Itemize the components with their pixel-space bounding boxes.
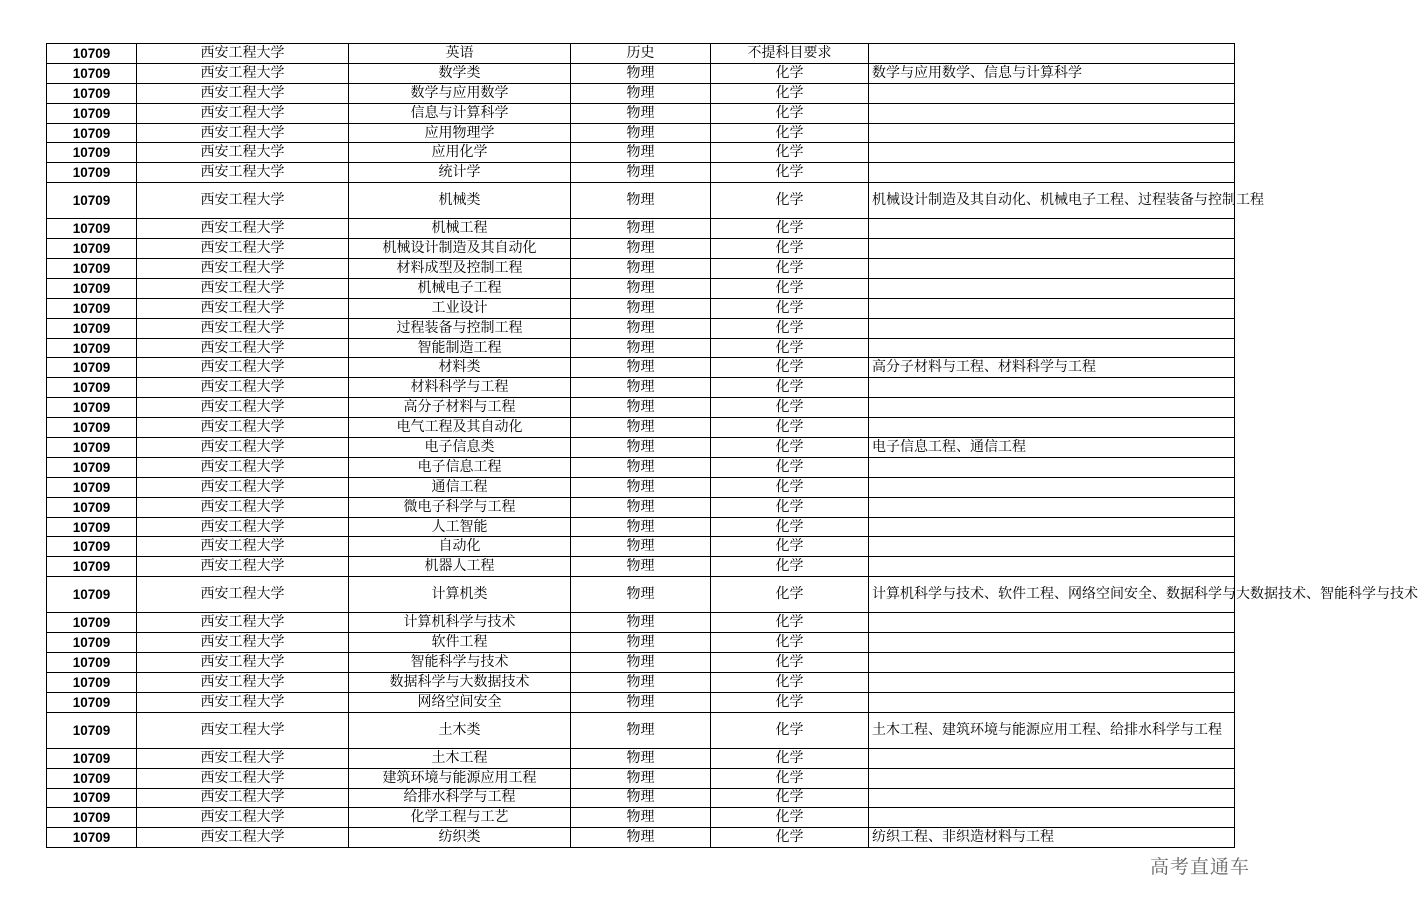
table-row bbox=[47, 808, 1235, 828]
included-majors-cell bbox=[869, 748, 1235, 768]
table-row bbox=[47, 768, 1235, 788]
major-name-cell: 应用化学 bbox=[349, 143, 571, 163]
school-code-cell: 10709 bbox=[47, 517, 137, 537]
included-majors-cell bbox=[869, 672, 1235, 692]
included-majors-cell bbox=[869, 143, 1235, 163]
school-name-cell: 西安工程大学 bbox=[137, 692, 349, 712]
second-subject-cell: 化学 bbox=[711, 557, 869, 577]
school-code-cell: 10709 bbox=[47, 44, 137, 64]
major-name-cell: 工业设计 bbox=[349, 298, 571, 318]
school-name-cell: 西安工程大学 bbox=[137, 477, 349, 497]
major-name-cell: 过程装备与控制工程 bbox=[349, 318, 571, 338]
school-name-cell: 西安工程大学 bbox=[137, 103, 349, 123]
major-name-cell: 软件工程 bbox=[349, 633, 571, 653]
school-name-cell: 西安工程大学 bbox=[137, 318, 349, 338]
table-row bbox=[47, 219, 1235, 239]
second-subject-cell: 化学 bbox=[711, 828, 869, 848]
table-row bbox=[47, 338, 1235, 358]
included-majors-cell: 土木工程、建筑环境与能源应用工程、给排水科学与工程 bbox=[869, 712, 1235, 748]
major-name-cell: 电子信息类 bbox=[349, 438, 571, 458]
school-code-cell: 10709 bbox=[47, 338, 137, 358]
first-subject-cell: 物理 bbox=[571, 103, 711, 123]
school-name-cell: 西安工程大学 bbox=[137, 748, 349, 768]
table-body bbox=[47, 44, 1418, 848]
included-majors-cell bbox=[869, 239, 1235, 259]
major-name-cell: 机械类 bbox=[349, 183, 571, 219]
school-name-cell: 西安工程大学 bbox=[137, 672, 349, 692]
included-majors-cell: 计算机科学与技术、软件工程、网络空间安全、数据科学与大数据技术、智能科学与技术 bbox=[869, 577, 1235, 613]
school-name-cell: 西安工程大学 bbox=[137, 537, 349, 557]
major-name-cell: 纺织类 bbox=[349, 828, 571, 848]
included-majors-cell bbox=[869, 537, 1235, 557]
watermark-text: 高考直通车 bbox=[1149, 856, 1250, 878]
second-subject-cell: 化学 bbox=[711, 259, 869, 279]
school-code-cell: 10709 bbox=[47, 613, 137, 633]
school-name-cell: 西安工程大学 bbox=[137, 123, 349, 143]
second-subject-cell: 化学 bbox=[711, 318, 869, 338]
second-subject-cell: 化学 bbox=[711, 278, 869, 298]
major-name-cell: 微电子科学与工程 bbox=[349, 497, 571, 517]
school-code-cell: 10709 bbox=[47, 259, 137, 279]
major-name-cell: 化学工程与工艺 bbox=[349, 808, 571, 828]
school-name-cell: 西安工程大学 bbox=[137, 44, 349, 64]
first-subject-cell: 物理 bbox=[571, 808, 711, 828]
school-code-cell: 10709 bbox=[47, 828, 137, 848]
school-code-cell: 10709 bbox=[47, 358, 137, 378]
included-majors-cell bbox=[869, 613, 1235, 633]
first-subject-cell: 物理 bbox=[571, 338, 711, 358]
table-row bbox=[47, 44, 1235, 64]
school-code-cell: 10709 bbox=[47, 712, 137, 748]
first-subject-cell: 物理 bbox=[571, 788, 711, 808]
school-name-cell: 西安工程大学 bbox=[137, 788, 349, 808]
first-subject-cell: 物理 bbox=[571, 358, 711, 378]
school-code-cell: 10709 bbox=[47, 577, 137, 613]
major-name-cell: 材料成型及控制工程 bbox=[349, 259, 571, 279]
school-name-cell: 西安工程大学 bbox=[137, 219, 349, 239]
major-name-cell: 数据科学与大数据技术 bbox=[349, 672, 571, 692]
school-code-cell: 10709 bbox=[47, 103, 137, 123]
school-code-cell: 10709 bbox=[47, 318, 137, 338]
included-majors-cell: 数学与应用数学、信息与计算科学 bbox=[869, 63, 1235, 83]
school-name-cell: 西安工程大学 bbox=[137, 768, 349, 788]
second-subject-cell: 化学 bbox=[711, 517, 869, 537]
major-name-cell: 计算机科学与技术 bbox=[349, 613, 571, 633]
table-row bbox=[47, 517, 1235, 537]
first-subject-cell: 物理 bbox=[571, 418, 711, 438]
table-row bbox=[47, 123, 1235, 143]
included-majors-cell bbox=[869, 318, 1235, 338]
table-row bbox=[47, 278, 1235, 298]
school-code-cell: 10709 bbox=[47, 278, 137, 298]
subject-requirements-table bbox=[46, 43, 1418, 848]
first-subject-cell: 物理 bbox=[571, 497, 711, 517]
school-name-cell: 西安工程大学 bbox=[137, 653, 349, 673]
first-subject-cell: 物理 bbox=[571, 457, 711, 477]
major-name-cell: 网络空间安全 bbox=[349, 692, 571, 712]
included-majors-cell bbox=[869, 83, 1235, 103]
included-majors-cell bbox=[869, 557, 1235, 577]
school-code-cell: 10709 bbox=[47, 633, 137, 653]
school-code-cell: 10709 bbox=[47, 298, 137, 318]
school-code-cell: 10709 bbox=[47, 672, 137, 692]
school-code-cell: 10709 bbox=[47, 378, 137, 398]
first-subject-cell: 物理 bbox=[571, 537, 711, 557]
second-subject-cell: 不提科目要求 bbox=[711, 44, 869, 64]
second-subject-cell: 化学 bbox=[711, 633, 869, 653]
major-name-cell: 智能科学与技术 bbox=[349, 653, 571, 673]
first-subject-cell: 物理 bbox=[571, 378, 711, 398]
school-name-cell: 西安工程大学 bbox=[137, 497, 349, 517]
first-subject-cell: 物理 bbox=[571, 557, 711, 577]
second-subject-cell: 化学 bbox=[711, 457, 869, 477]
first-subject-cell: 物理 bbox=[571, 653, 711, 673]
school-name-cell: 西安工程大学 bbox=[137, 163, 349, 183]
table-row bbox=[47, 239, 1235, 259]
second-subject-cell: 化学 bbox=[711, 477, 869, 497]
major-name-cell: 数学类 bbox=[349, 63, 571, 83]
second-subject-cell: 化学 bbox=[711, 577, 869, 613]
major-name-cell: 计算机类 bbox=[349, 577, 571, 613]
school-code-cell: 10709 bbox=[47, 537, 137, 557]
included-majors-cell bbox=[869, 378, 1235, 398]
table-row bbox=[47, 577, 1235, 613]
school-name-cell: 西安工程大学 bbox=[137, 418, 349, 438]
major-name-cell: 给排水科学与工程 bbox=[349, 788, 571, 808]
major-name-cell: 土木类 bbox=[349, 712, 571, 748]
included-majors-cell: 机械设计制造及其自动化、机械电子工程、过程装备与控制工程 bbox=[869, 183, 1235, 219]
school-name-cell: 西安工程大学 bbox=[137, 438, 349, 458]
school-name-cell: 西安工程大学 bbox=[137, 457, 349, 477]
first-subject-cell: 物理 bbox=[571, 828, 711, 848]
school-name-cell: 西安工程大学 bbox=[137, 633, 349, 653]
second-subject-cell: 化学 bbox=[711, 398, 869, 418]
table-row bbox=[47, 183, 1235, 219]
first-subject-cell: 物理 bbox=[571, 768, 711, 788]
first-subject-cell: 物理 bbox=[571, 438, 711, 458]
major-name-cell: 高分子材料与工程 bbox=[349, 398, 571, 418]
table-row bbox=[47, 358, 1235, 378]
major-name-cell: 电子信息工程 bbox=[349, 457, 571, 477]
table-row bbox=[47, 163, 1235, 183]
school-code-cell: 10709 bbox=[47, 83, 137, 103]
table-row bbox=[47, 457, 1235, 477]
major-name-cell: 材料类 bbox=[349, 358, 571, 378]
first-subject-cell: 物理 bbox=[571, 63, 711, 83]
major-name-cell: 电气工程及其自动化 bbox=[349, 418, 571, 438]
first-subject-cell: 物理 bbox=[571, 163, 711, 183]
second-subject-cell: 化学 bbox=[711, 163, 869, 183]
school-name-cell: 西安工程大学 bbox=[137, 712, 349, 748]
second-subject-cell: 化学 bbox=[711, 183, 869, 219]
school-code-cell: 10709 bbox=[47, 788, 137, 808]
school-code-cell: 10709 bbox=[47, 768, 137, 788]
second-subject-cell: 化学 bbox=[711, 768, 869, 788]
included-majors-cell bbox=[869, 788, 1235, 808]
second-subject-cell: 化学 bbox=[711, 378, 869, 398]
table-row bbox=[47, 103, 1235, 123]
included-majors-cell bbox=[869, 768, 1235, 788]
first-subject-cell: 物理 bbox=[571, 298, 711, 318]
table-row bbox=[47, 83, 1235, 103]
major-name-cell: 英语 bbox=[349, 44, 571, 64]
included-majors-cell bbox=[869, 457, 1235, 477]
major-name-cell: 人工智能 bbox=[349, 517, 571, 537]
table-row bbox=[47, 298, 1235, 318]
included-majors-cell bbox=[869, 103, 1235, 123]
first-subject-cell: 物理 bbox=[571, 692, 711, 712]
school-code-cell: 10709 bbox=[47, 143, 137, 163]
included-majors-cell bbox=[869, 44, 1235, 64]
second-subject-cell: 化学 bbox=[711, 338, 869, 358]
major-name-cell: 信息与计算科学 bbox=[349, 103, 571, 123]
second-subject-cell: 化学 bbox=[711, 613, 869, 633]
second-subject-cell: 化学 bbox=[711, 438, 869, 458]
included-majors-cell bbox=[869, 123, 1235, 143]
major-name-cell: 建筑环境与能源应用工程 bbox=[349, 768, 571, 788]
school-name-cell: 西安工程大学 bbox=[137, 577, 349, 613]
school-code-cell: 10709 bbox=[47, 477, 137, 497]
school-code-cell: 10709 bbox=[47, 398, 137, 418]
major-name-cell: 自动化 bbox=[349, 537, 571, 557]
included-majors-cell bbox=[869, 219, 1235, 239]
included-majors-cell bbox=[869, 338, 1235, 358]
second-subject-cell: 化学 bbox=[711, 239, 869, 259]
major-name-cell: 机械设计制造及其自动化 bbox=[349, 239, 571, 259]
included-majors-cell: 电子信息工程、通信工程 bbox=[869, 438, 1235, 458]
major-name-cell: 通信工程 bbox=[349, 477, 571, 497]
table-row bbox=[47, 613, 1235, 633]
first-subject-cell: 物理 bbox=[571, 239, 711, 259]
school-name-cell: 西安工程大学 bbox=[137, 358, 349, 378]
major-name-cell: 统计学 bbox=[349, 163, 571, 183]
second-subject-cell: 化学 bbox=[711, 497, 869, 517]
school-name-cell: 西安工程大学 bbox=[137, 83, 349, 103]
school-code-cell: 10709 bbox=[47, 239, 137, 259]
major-name-cell: 机械电子工程 bbox=[349, 278, 571, 298]
first-subject-cell: 物理 bbox=[571, 278, 711, 298]
school-code-cell: 10709 bbox=[47, 692, 137, 712]
school-code-cell: 10709 bbox=[47, 123, 137, 143]
table-row bbox=[47, 143, 1235, 163]
school-name-cell: 西安工程大学 bbox=[137, 63, 349, 83]
first-subject-cell: 物理 bbox=[571, 712, 711, 748]
first-subject-cell: 历史 bbox=[571, 44, 711, 64]
second-subject-cell: 化学 bbox=[711, 692, 869, 712]
school-name-cell: 西安工程大学 bbox=[137, 517, 349, 537]
included-majors-cell: 高分子材料与工程、材料科学与工程 bbox=[869, 358, 1235, 378]
school-code-cell: 10709 bbox=[47, 63, 137, 83]
table-row bbox=[47, 259, 1235, 279]
major-name-cell: 材料科学与工程 bbox=[349, 378, 571, 398]
second-subject-cell: 化学 bbox=[711, 537, 869, 557]
table-row bbox=[47, 398, 1235, 418]
school-code-cell: 10709 bbox=[47, 557, 137, 577]
first-subject-cell: 物理 bbox=[571, 477, 711, 497]
table-row bbox=[47, 633, 1235, 653]
school-code-cell: 10709 bbox=[47, 163, 137, 183]
school-name-cell: 西安工程大学 bbox=[137, 298, 349, 318]
major-name-cell: 应用物理学 bbox=[349, 123, 571, 143]
table-row bbox=[47, 653, 1235, 673]
included-majors-cell: 纺织工程、非织造材料与工程 bbox=[869, 828, 1235, 848]
major-name-cell: 智能制造工程 bbox=[349, 338, 571, 358]
second-subject-cell: 化学 bbox=[711, 103, 869, 123]
table-row bbox=[47, 318, 1235, 338]
included-majors-cell bbox=[869, 163, 1235, 183]
school-name-cell: 西安工程大学 bbox=[137, 278, 349, 298]
school-name-cell: 西安工程大学 bbox=[137, 143, 349, 163]
included-majors-cell bbox=[869, 497, 1235, 517]
major-name-cell: 机器人工程 bbox=[349, 557, 571, 577]
first-subject-cell: 物理 bbox=[571, 318, 711, 338]
school-code-cell: 10709 bbox=[47, 183, 137, 219]
second-subject-cell: 化学 bbox=[711, 788, 869, 808]
second-subject-cell: 化学 bbox=[711, 123, 869, 143]
first-subject-cell: 物理 bbox=[571, 183, 711, 219]
school-name-cell: 西安工程大学 bbox=[137, 338, 349, 358]
second-subject-cell: 化学 bbox=[711, 808, 869, 828]
school-code-cell: 10709 bbox=[47, 418, 137, 438]
second-subject-cell: 化学 bbox=[711, 748, 869, 768]
first-subject-cell: 物理 bbox=[571, 748, 711, 768]
table-row bbox=[47, 497, 1235, 517]
second-subject-cell: 化学 bbox=[711, 83, 869, 103]
table-row bbox=[47, 692, 1235, 712]
included-majors-cell bbox=[869, 259, 1235, 279]
first-subject-cell: 物理 bbox=[571, 398, 711, 418]
included-majors-cell bbox=[869, 653, 1235, 673]
included-majors-cell bbox=[869, 633, 1235, 653]
included-majors-cell bbox=[869, 298, 1235, 318]
school-code-cell: 10709 bbox=[47, 808, 137, 828]
included-majors-cell bbox=[869, 278, 1235, 298]
second-subject-cell: 化学 bbox=[711, 712, 869, 748]
second-subject-cell: 化学 bbox=[711, 143, 869, 163]
school-name-cell: 西安工程大学 bbox=[137, 557, 349, 577]
major-name-cell: 数学与应用数学 bbox=[349, 83, 571, 103]
school-code-cell: 10709 bbox=[47, 748, 137, 768]
table-row bbox=[47, 477, 1235, 497]
included-majors-cell bbox=[869, 418, 1235, 438]
first-subject-cell: 物理 bbox=[571, 613, 711, 633]
table-row bbox=[47, 788, 1235, 808]
first-subject-cell: 物理 bbox=[571, 219, 711, 239]
first-subject-cell: 物理 bbox=[571, 672, 711, 692]
school-name-cell: 西安工程大学 bbox=[137, 398, 349, 418]
table-row bbox=[47, 748, 1235, 768]
school-name-cell: 西安工程大学 bbox=[137, 239, 349, 259]
second-subject-cell: 化学 bbox=[711, 358, 869, 378]
first-subject-cell: 物理 bbox=[571, 143, 711, 163]
school-name-cell: 西安工程大学 bbox=[137, 613, 349, 633]
second-subject-cell: 化学 bbox=[711, 418, 869, 438]
school-code-cell: 10709 bbox=[47, 219, 137, 239]
included-majors-cell bbox=[869, 398, 1235, 418]
school-name-cell: 西安工程大学 bbox=[137, 259, 349, 279]
table-row bbox=[47, 537, 1235, 557]
included-majors-cell bbox=[869, 477, 1235, 497]
table-row bbox=[47, 712, 1235, 748]
first-subject-cell: 物理 bbox=[571, 517, 711, 537]
school-name-cell: 西安工程大学 bbox=[137, 808, 349, 828]
school-code-cell: 10709 bbox=[47, 438, 137, 458]
table-row bbox=[47, 828, 1235, 848]
included-majors-cell bbox=[869, 517, 1235, 537]
table-row bbox=[47, 438, 1235, 458]
school-name-cell: 西安工程大学 bbox=[137, 828, 349, 848]
major-name-cell: 机械工程 bbox=[349, 219, 571, 239]
major-name-cell: 土木工程 bbox=[349, 748, 571, 768]
first-subject-cell: 物理 bbox=[571, 259, 711, 279]
first-subject-cell: 物理 bbox=[571, 633, 711, 653]
first-subject-cell: 物理 bbox=[571, 83, 711, 103]
second-subject-cell: 化学 bbox=[711, 653, 869, 673]
school-name-cell: 西安工程大学 bbox=[137, 183, 349, 219]
first-subject-cell: 物理 bbox=[571, 577, 711, 613]
table-row bbox=[47, 557, 1235, 577]
included-majors-cell bbox=[869, 692, 1235, 712]
school-name-cell: 西安工程大学 bbox=[137, 378, 349, 398]
table-row bbox=[47, 63, 1235, 83]
included-majors-cell bbox=[869, 808, 1235, 828]
second-subject-cell: 化学 bbox=[711, 298, 869, 318]
school-code-cell: 10709 bbox=[47, 457, 137, 477]
school-code-cell: 10709 bbox=[47, 653, 137, 673]
table-row bbox=[47, 672, 1235, 692]
first-subject-cell: 物理 bbox=[571, 123, 711, 143]
second-subject-cell: 化学 bbox=[711, 219, 869, 239]
second-subject-cell: 化学 bbox=[711, 672, 869, 692]
table-row bbox=[47, 418, 1235, 438]
school-code-cell: 10709 bbox=[47, 497, 137, 517]
table-row bbox=[47, 378, 1235, 398]
second-subject-cell: 化学 bbox=[711, 63, 869, 83]
